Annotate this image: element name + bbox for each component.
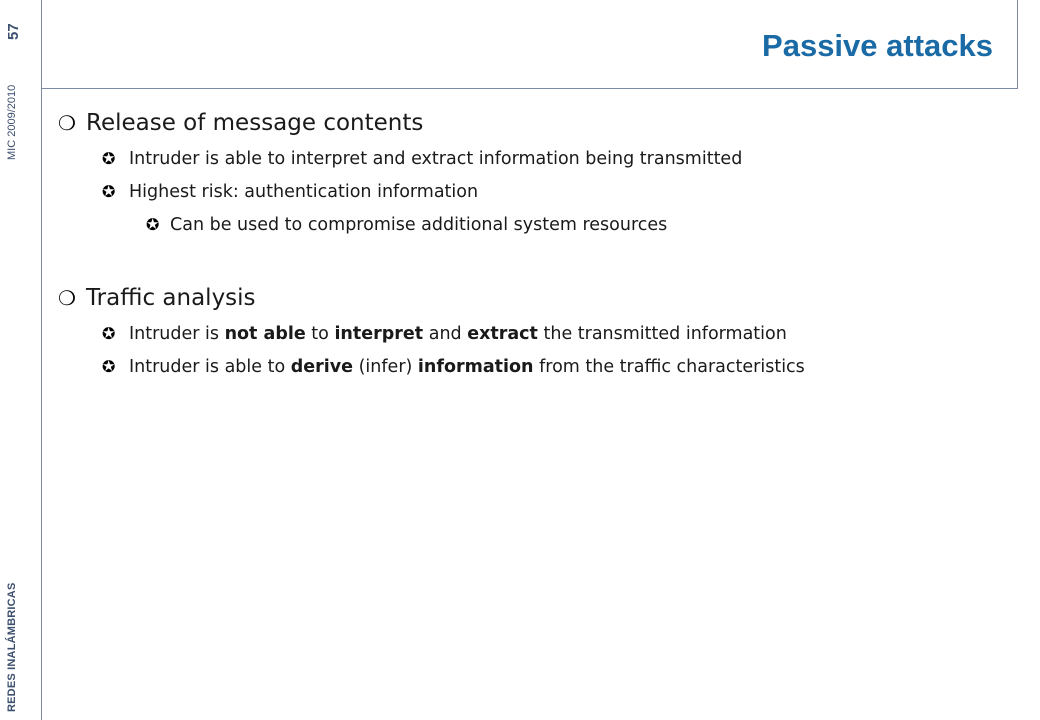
circle-bullet-icon: ❍ — [58, 286, 76, 310]
list-subitem: ✪ Can be used to compromise additional system resources — [146, 214, 668, 235]
list-item: ✪ Intruder is able to interpret and extract information being transmitted — [102, 148, 743, 169]
list-item: ✪ Intruder is able to derive (infer) information from the traffic characteristics — [102, 356, 805, 377]
slide-title: Passive attacks — [762, 28, 993, 63]
star-bullet-icon: ✪ — [102, 182, 116, 201]
side-divider — [41, 0, 42, 720]
star-bullet-icon: ✪ — [102, 357, 116, 376]
section-heading-traffic: ❍ Traffic analysis — [58, 285, 256, 311]
star-bullet-icon: ✪ — [146, 215, 160, 234]
star-bullet-icon: ✪ — [102, 324, 116, 343]
section-heading-release: ❍ Release of message contents — [58, 110, 424, 136]
star-bullet-icon: ✪ — [102, 149, 116, 168]
slide-content — [58, 104, 1018, 383]
title-rule — [42, 88, 1017, 89]
circle-bullet-icon: ❍ — [58, 111, 76, 135]
list-item: ✪ Intruder is not able to interpret and extract the transmitted information — [102, 323, 787, 344]
list-item: ✪ Highest risk: authentication information — [102, 181, 479, 202]
title-vertical-rule — [1017, 0, 1018, 89]
